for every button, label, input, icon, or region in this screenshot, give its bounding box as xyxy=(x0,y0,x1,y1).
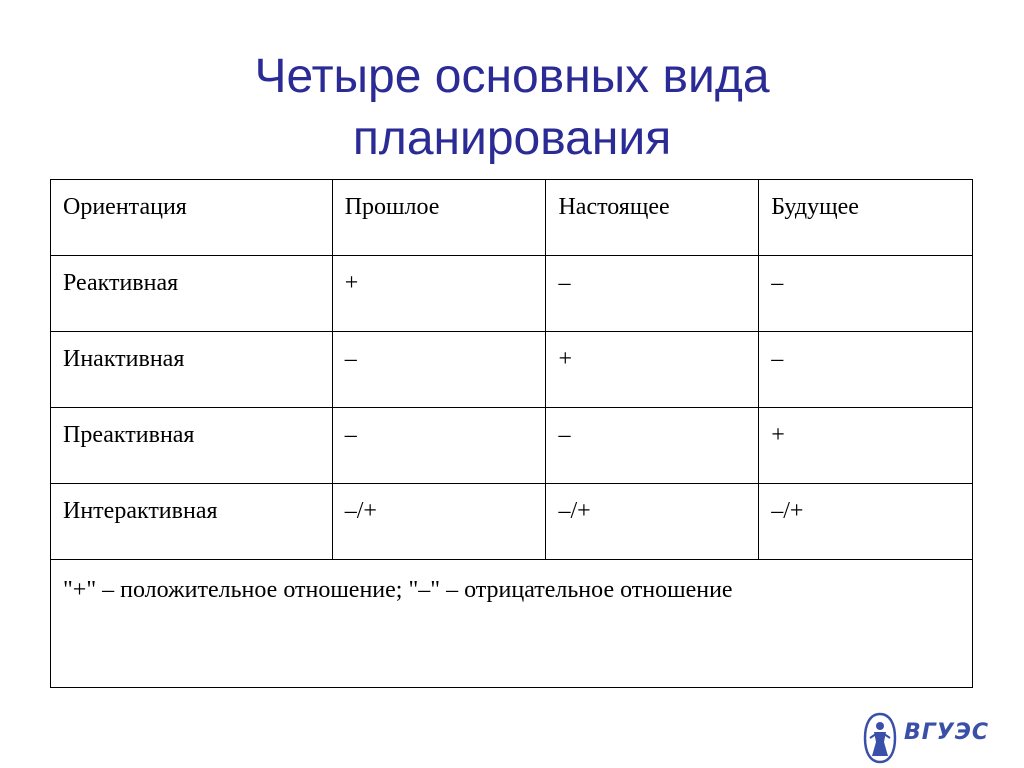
slide-title-line1: Четыре основных вида xyxy=(254,50,770,103)
logo-text: ВГУЭС xyxy=(904,720,990,745)
table-cell: –/+ xyxy=(546,484,759,560)
planning-table xyxy=(50,179,973,688)
table-header-row xyxy=(51,180,973,256)
university-logo xyxy=(862,712,990,764)
university-emblem-icon xyxy=(862,712,898,764)
table-cell: – xyxy=(759,332,973,408)
table-row xyxy=(51,256,973,332)
slide-title xyxy=(112,46,912,170)
table-cell: + xyxy=(332,256,546,332)
table-cell: – xyxy=(759,256,973,332)
row-label-cell: Реактивная xyxy=(51,256,333,332)
table-cell: + xyxy=(759,408,973,484)
header-cell-present: Настоящее xyxy=(546,180,759,256)
header-cell-orientation: Ориентация xyxy=(51,180,333,256)
row-label-cell: Интерактивная xyxy=(51,484,333,560)
table-cell: – xyxy=(332,408,546,484)
table-cell: – xyxy=(546,408,759,484)
table-row xyxy=(51,408,973,484)
header-cell-future: Будущее xyxy=(759,180,973,256)
row-label-cell: Инактивная xyxy=(51,332,333,408)
table-cell: – xyxy=(546,256,759,332)
table-cell: + xyxy=(546,332,759,408)
row-label-cell: Преактивная xyxy=(51,408,333,484)
header-cell-past: Прошлое xyxy=(332,180,546,256)
table-cell: –/+ xyxy=(759,484,973,560)
table-cell: – xyxy=(332,332,546,408)
table-note-row xyxy=(51,560,973,688)
legend-note: "+" – положительное отношение; "–" – отрицательное отношение xyxy=(51,560,973,688)
table-cell: –/+ xyxy=(332,484,546,560)
table-row xyxy=(51,484,973,560)
table-row xyxy=(51,332,973,408)
slide-title-line2: планирования xyxy=(352,112,672,165)
